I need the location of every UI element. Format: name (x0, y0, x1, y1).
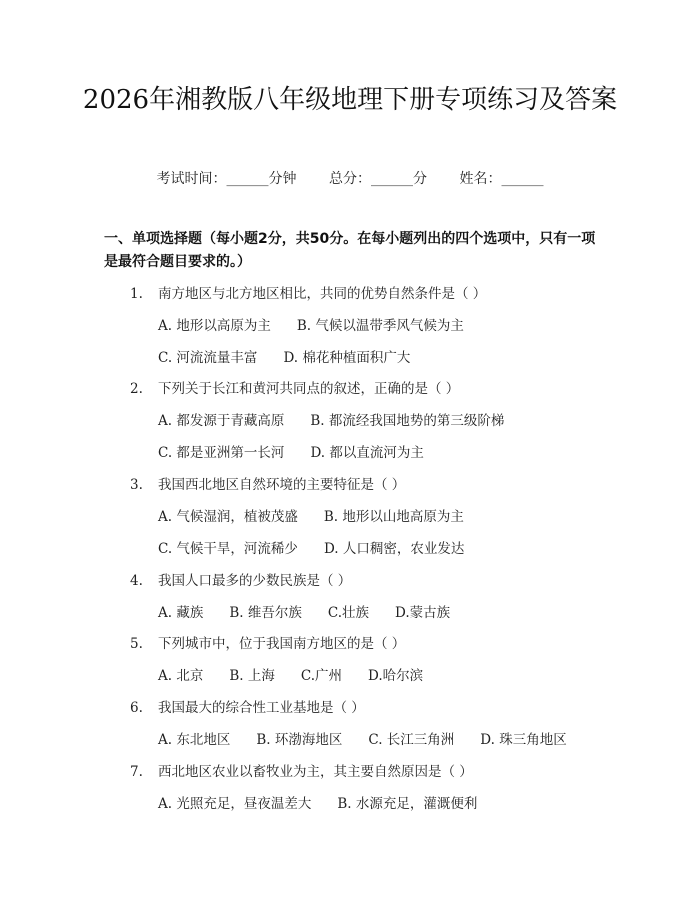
option-b: B. 上海 (229, 668, 275, 684)
question-7 (130, 760, 473, 780)
question-6 (130, 696, 365, 716)
option-a: A. 北京 (158, 668, 204, 684)
option-d: D. 珠三角地区 (480, 732, 567, 748)
option-c: C.广州 (300, 668, 342, 684)
option-b: B. 维吾尔族 (229, 605, 302, 621)
question-2-options-row-2 (158, 441, 450, 461)
option-a: A. 藏族 (158, 605, 204, 621)
option-a: A. 光照充足，昼夜温差大 (158, 796, 312, 812)
option-b: B. 气候以温带季风气候为主 (296, 318, 464, 334)
question-number: 6. (130, 700, 143, 716)
option-d: D.蒙古族 (395, 605, 451, 621)
question-2-options-row-1 (158, 409, 530, 429)
question-text: 我国人口最多的少数民族是（ ） (158, 573, 352, 589)
question-text: 南方地区与北方地区相比，共同的优势自然条件是（ ） (158, 286, 487, 302)
option-d: D. 都以直流河为主 (310, 445, 424, 461)
question-text: 下列关于长江和黄河共同点的叙述，正确的是（ ） (158, 381, 460, 397)
option-d: D.哈尔滨 (368, 668, 424, 684)
question-1 (130, 282, 486, 302)
name-field: 姓名：______ (459, 171, 544, 187)
question-2 (130, 377, 459, 397)
question-number: 5. (130, 636, 143, 652)
question-3 (130, 473, 405, 493)
question-number: 3. (130, 477, 143, 493)
question-text: 我国最大的综合性工业基地是（ ） (158, 700, 365, 716)
question-number: 7. (130, 764, 143, 780)
question-6-options (158, 728, 593, 748)
question-4-options (158, 601, 476, 621)
option-c: C.壮族 (327, 605, 369, 621)
exam-time-field: 考试时间：______分钟 (156, 171, 297, 187)
option-d: D. 人口稠密，农业发达 (323, 541, 465, 557)
question-5 (130, 632, 405, 652)
option-c: C. 河流流量丰富 (158, 350, 258, 366)
option-a: A. 东北地区 (158, 732, 231, 748)
question-7-options (158, 792, 503, 812)
question-4 (130, 569, 351, 589)
section-heading: 一、单项选择题（每小题2分，共50分。在每小题列出的四个选项中，只有一项是最符合题目要求的。） (104, 231, 596, 270)
question-5-options (158, 664, 449, 684)
option-b: B. 环渤海地区 (256, 732, 343, 748)
question-text: 下列城市中，位于我国南方地区的是（ ） (158, 636, 406, 652)
option-b: B. 水源充足，灌溉便利 (337, 796, 478, 812)
option-c: C. 气候干旱，河流稀少 (158, 541, 298, 557)
question-number: 2. (130, 381, 143, 397)
question-3-options-row-2 (158, 537, 490, 557)
option-d: D. 棉花种植面积广大 (283, 350, 411, 366)
exam-meta (0, 168, 700, 188)
option-c: C. 都是亚洲第一长河 (158, 445, 285, 461)
option-b: B. 都流经我国地势的第三级阶梯 (310, 413, 505, 429)
question-3-options-row-1 (158, 505, 490, 525)
question-number: 1. (130, 286, 143, 302)
option-b: B. 地形以山地高原为主 (323, 509, 464, 525)
page-title: 2026年湘教版八年级地理下册专项练习及答案 (82, 85, 618, 115)
option-c: C. 长江三角洲 (368, 732, 455, 748)
question-text: 我国西北地区自然环境的主要特征是（ ） (158, 477, 406, 493)
question-number: 4. (130, 573, 143, 589)
option-a: A. 都发源于青藏高原 (158, 413, 285, 429)
option-a: A. 地形以高原为主 (158, 318, 271, 334)
question-text: 西北地区农业以畜牧业为主，其主要自然原因是（ ） (158, 764, 473, 780)
question-1-options-row-1 (158, 314, 490, 334)
total-score-field: 总分：______分 (329, 171, 427, 187)
question-1-options-row-2 (158, 346, 436, 366)
option-a: A. 气候湿润，植被茂盛 (158, 509, 298, 525)
